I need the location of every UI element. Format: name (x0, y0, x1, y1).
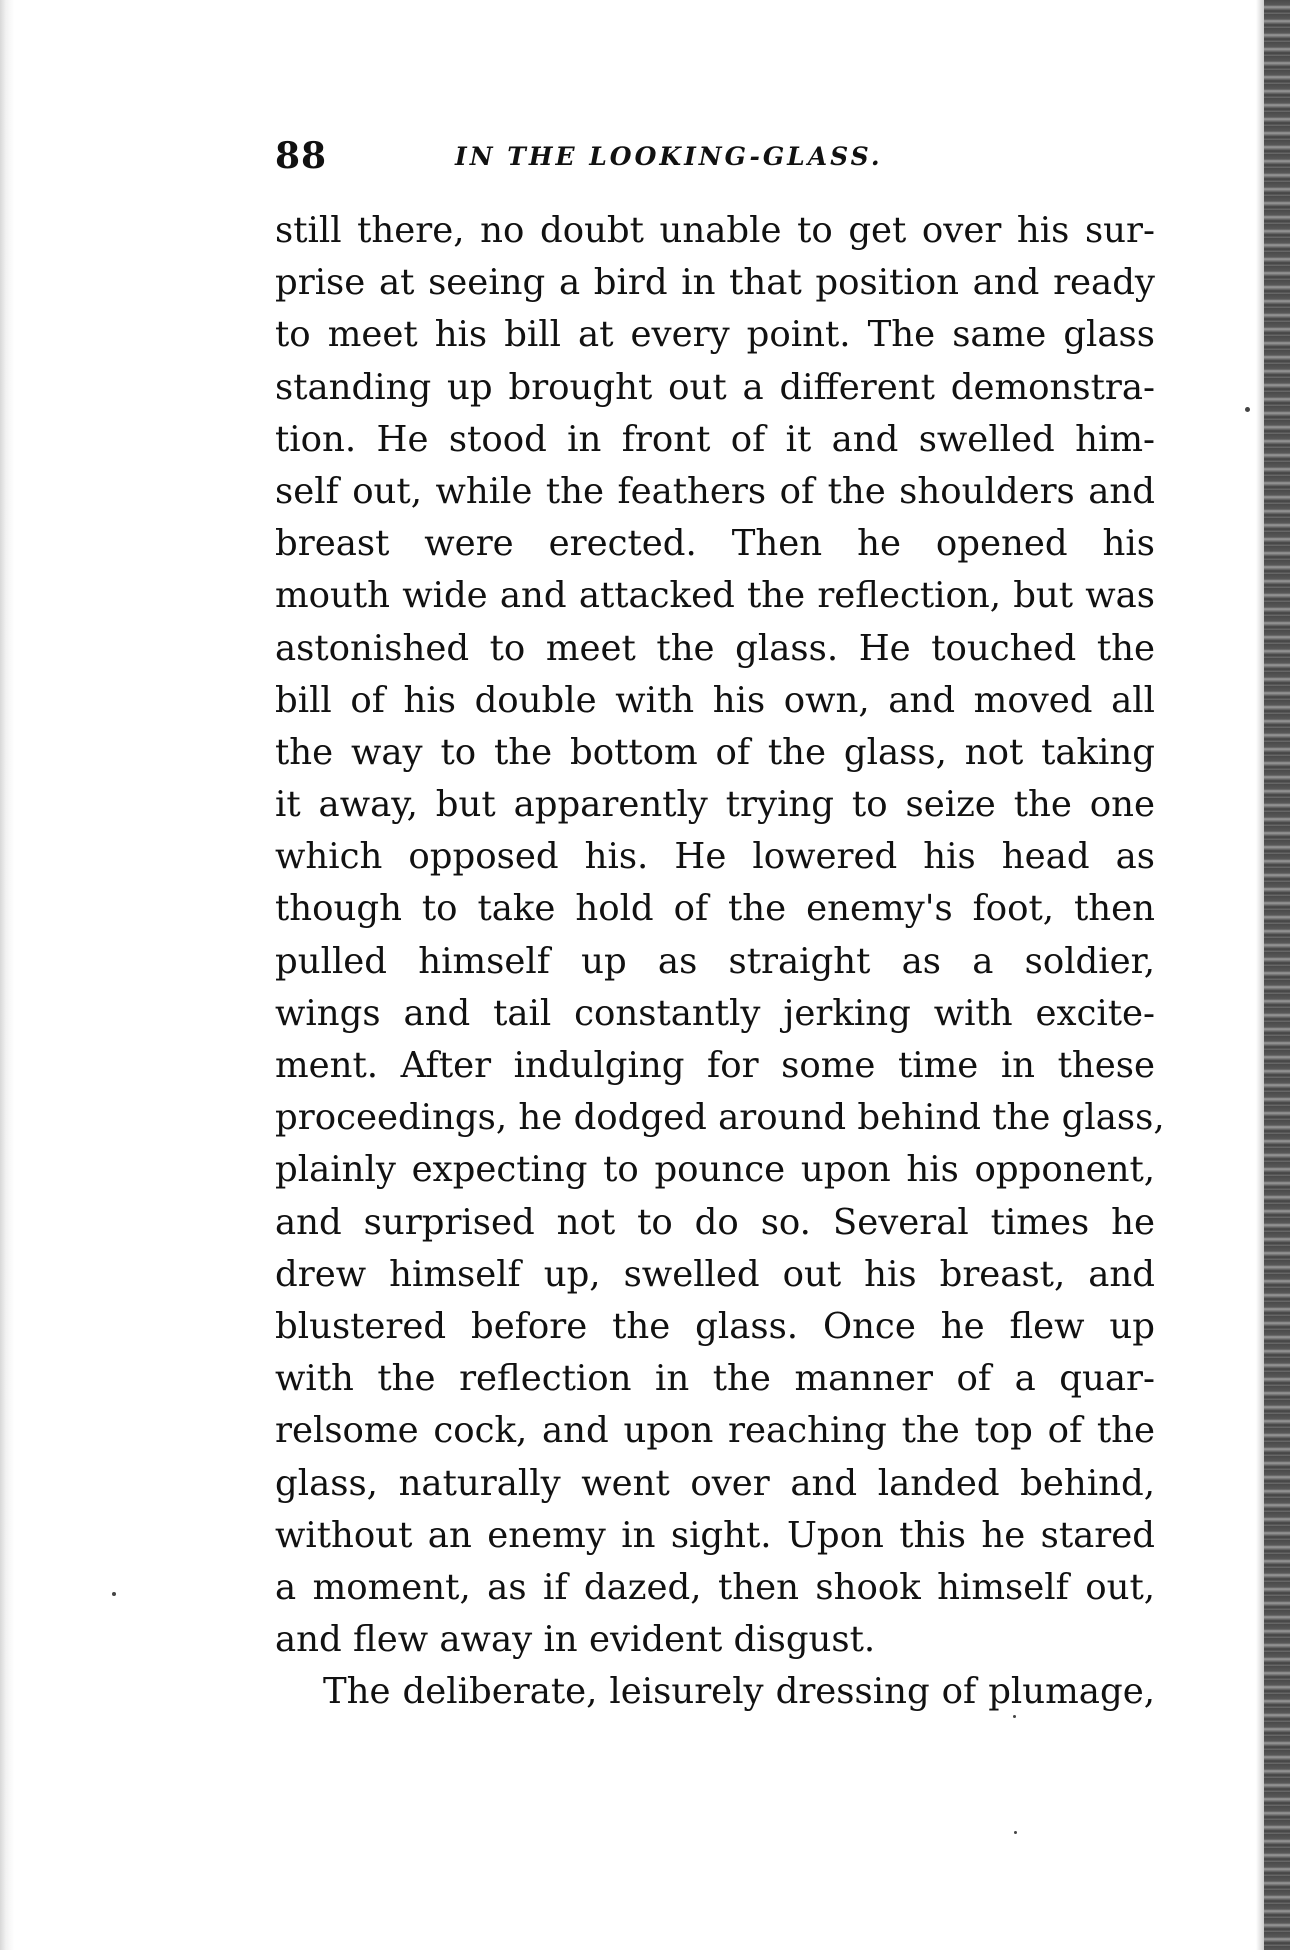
text-line: prise at seeing a bird in that position and ready (275, 262, 1155, 304)
text-line: wings and tail constantly jerking with excite- (275, 992, 1155, 1034)
text-line: mouth wide and attacked the reflection, but was (275, 575, 1155, 617)
body-text (275, 205, 1165, 1718)
text-line: glass, naturally went over and landed behind, (275, 1462, 1155, 1504)
text-line: with the reflection in the manner of a quar- (275, 1358, 1155, 1400)
text-line: self out, while the feathers of the shoulders and (275, 470, 1155, 512)
text-line: without an enemy in sight. Upon this he stared (275, 1514, 1155, 1556)
text-line: still there, no doubt unable to get over his sur- (275, 210, 1155, 251)
page-left-edge (0, 0, 14, 1950)
text-line: it away, but apparently trying to seize the one (275, 784, 1155, 826)
text-line: astonished to meet the glass. He touched the (275, 627, 1155, 669)
text-line-paragraph-start: The deliberate, leisurely dressing of plumage, (323, 1671, 1155, 1713)
text-line: plainly expecting to pounce upon his opponent, (275, 1149, 1155, 1191)
text-line-paragraph-end: and flew away in evident disgust. (275, 1619, 876, 1661)
running-title: IN THE LOOKING-GLASS. (455, 142, 883, 171)
text-line: though to take hold of the enemy's foot, then (275, 888, 1155, 930)
text-line: to meet his bill at every point. The same glass (275, 314, 1155, 356)
print-speck (112, 1592, 116, 1596)
text-line: tion. He stood in front of it and swelled him- (275, 418, 1155, 460)
text-line: and surprised not to do so. Several times he (275, 1201, 1155, 1243)
text-line: a moment, as if dazed, then shook himself out, (275, 1566, 1155, 1608)
text-line: drew himself up, swelled out his breast, and (275, 1253, 1155, 1295)
text-line: ment. After indulging for some time in these (275, 1045, 1155, 1086)
text-line: which opposed his. He lowered his head as (275, 836, 1155, 878)
page-right-edge (1264, 0, 1290, 1950)
page-number: 88 (275, 135, 328, 177)
print-speck (1245, 407, 1250, 412)
text-line: blustered before the glass. Once he flew up (275, 1305, 1155, 1347)
page-gutter-shadow (1256, 0, 1264, 1950)
text-line: proceedings, he dodged around behind the glass, (275, 1097, 1165, 1139)
text-line: standing up brought out a different demonstra- (275, 366, 1155, 408)
text-line: breast were erected. Then he opened his (275, 523, 1155, 565)
page-header (275, 135, 1155, 185)
text-line: bill of his double with his own, and moved all (275, 679, 1155, 721)
text-line: pulled himself up as straight as a soldier, (275, 940, 1155, 982)
text-line: relsome cock, and upon reaching the top of the (275, 1410, 1155, 1452)
print-speck (1014, 1831, 1017, 1834)
print-speck (1013, 1715, 1016, 1718)
text-line: the way to the bottom of the glass, not taking (275, 731, 1155, 773)
